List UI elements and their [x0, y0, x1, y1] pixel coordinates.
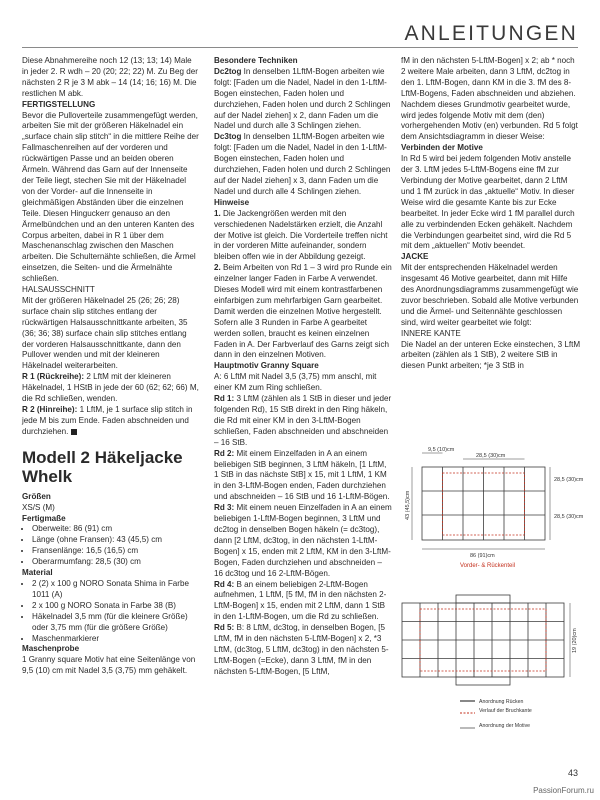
schematic-diagram — [400, 445, 584, 745]
verbinden-text: In Rd 5 wird bei jedem folgenden Motiv anstelle der 3. LftM jedes 5-LftM-Bogens eine fM zur Verbindung der Motive gearbeitet, dann 2 LftM und 1 fM zurück in das „aktuelle“ Motiv. In dieser Weise wird die gesamte Kante bis zur Ecke bearbeitet. In jeder Ecke wird 1 fM parallel durch alle zu verbindenden Ecken gehäkelt. Nachdem die Verbindungen gearbeitet sind, wird die Rd 5 mit dem „aktuellen“ Motiv beendet. — [401, 154, 575, 251]
hinweis-2 — [214, 263, 392, 361]
legend-label-1: Anordnung Rücken — [479, 699, 524, 705]
hinweis-2-text: Beim Arbeiten von Rd 1 – 3 wird pro Runde ein einzelner langer Faden in Farbe A verwendet. Dieses Modell wird mit einem kontrastfarbenen einfarbigen zum mehrfarbigen Garn gearbeitet. Damit werden die einzelnen Motive hergestellt. Sofern alle 3 Runden in Farbe A gearbeitet werden sollen, braucht es keinen einzelnen Faden in A. Der Farbverlauf des Garns zeigt sich dann in den einzelnen Motiven. — [214, 263, 392, 360]
r1-paragraph — [22, 372, 199, 405]
section-title: ANLEITUNGEN — [404, 22, 578, 45]
hinweis-1-text: Die Jackengrößen werden mit den verschiedenen Nadelstärken erzielt, die Anzahl der Motive ist gleich. Die Vorderteile treffen nicht in der vorderen Mitte aufeinander, sondern bleiben offen wie in der Abbildung gezeigt. — [214, 208, 388, 262]
hinweis-1 — [214, 209, 392, 264]
dc2tog-paragraph — [214, 67, 392, 132]
hinweis-1-num: 1. — [214, 208, 221, 218]
rd2-text: Mit einem Einzelfaden in A an einem beliebigen StB beginnen, 3 LftM häkeln, [1 LftM, 1 StB in das nächste StB] x 15, mit 1 LftM, 1 KM in den 3-LftM-Bogen enden, Faden durchziehen und abschneiden – 16 StB und 16 1-LftM-Bögen. — [214, 448, 390, 502]
dc3tog-text: In denselben 1LftM-Bogen arbeiten wie folgt: [Faden um die Nadel, Nadel in den 1-LftM-Bogen einstechen, Faden holen und durchziehen, Faden holen und durch 2 Schlingen auf der Nadel ziehen] x 3, dann Faden um die Nadel und durch alle 4 Schlingen ziehen. — [214, 132, 391, 196]
rd5-label: Rd 5: — [214, 623, 235, 633]
list-item: • Maschenmarkierer — [32, 634, 199, 645]
halsausschnitt-text: Mit der größeren Häkelnadel 25 (26; 26; 28) surface chain slip stitches entlang der rückwärtigen Halsausschnittkante arbeiten, 35 (36; 36; 38) surface chain slip stitches entlang der vorderen Halsausschnittkante, dann den Pullover wenden und mit der kleineren Häkelnadel weiterarbeiten. — [22, 295, 188, 371]
column-1 — [22, 56, 199, 677]
r2-paragraph — [22, 405, 199, 438]
list-item: • 2 x 100 g NORO Sonata in Farbe 38 (B) — [32, 601, 199, 612]
r2-label: R 2 (Hinreihe): — [22, 405, 78, 414]
rd5-paragraph — [214, 623, 392, 678]
maschenprobe-text: 1 Granny square Motiv hat eine Seitenlänge von 9,5 (10) cm mit Nadel 3,5 (3,75) mm gehäkelt. — [22, 655, 196, 676]
top-extension — [456, 595, 510, 603]
dim-label-86: 86 (91)cm — [470, 553, 495, 559]
header-rule — [22, 47, 578, 48]
list-item: • 2 (2) x 100 g NORO Sonata Shima in Farbe 1011 (A) — [32, 579, 199, 601]
list-item: • Fransenlänge: 16,5 (16,5) cm — [32, 546, 199, 557]
page-number: 43 — [567, 768, 578, 778]
rd3-text: Mit einem neuen Einzelfaden in A an einem beliebigen 1-LftM-Bogen beginnen, 3 LftM und dc2tog in denselben Bogen häkeln (= dc3tog), dann [2 LftM, dc3tog, in den nächsten 1-LftM-Bogen] x 15, enden mit 2 LftM, KM in den 3-LftM-Bogen, Faden durchziehen und abschneiden – 16 dc3tog und 16 2-LftM-Bögen. — [214, 503, 392, 578]
hinweis-2-num: 2. — [214, 263, 221, 273]
rd2-paragraph — [214, 449, 392, 504]
fertigstellung-heading: FERTIGSTELLUNG — [22, 99, 96, 109]
list-item: • Länge (ohne Fransen): 43 (45,5) cm — [32, 535, 199, 546]
column-2 — [214, 56, 392, 678]
column-3 — [401, 56, 581, 372]
front-back-label: Vorder- & Rückenteil — [460, 563, 516, 569]
hinweise-heading: Hinweise — [214, 197, 250, 207]
end-mark-icon — [71, 429, 77, 435]
rd2-label: Rd 2: — [214, 448, 235, 458]
dim-label-9-5: 9,5 (10)cm — [428, 447, 455, 453]
fertigmasse-heading: Fertigmaße — [22, 513, 66, 523]
dc2tog-text: In denselben 1LftM-Bogen arbeiten wie folgt: [Faden um die Nadel, Nadel in den 1-LftM-Bogen einstechen, Faden holen und durchziehen, Faden holen und durch 2 Schlingen auf der Nadel ziehen] x 2, dann Faden um die Nadel und durch alle 3 Schlingen ziehen. — [214, 66, 391, 131]
fertigmasse-list — [22, 524, 199, 568]
dim-label-28-5-right-2: 28,5 (30)cm — [554, 514, 584, 520]
front-back-schematic — [422, 467, 545, 540]
list-item: • Oberarmumfang: 28,5 (30) cm — [32, 557, 199, 568]
innere-kante-heading: INNERE KANTE — [401, 328, 461, 338]
jacke-text: Mit der entsprechenden Häkelnadel werden insgesamt 46 Motive gearbeitet, dann mit Hilfe des Anordnungsdiagramms zusammengefügt wie zuvor beschrieben. Sobald alle Motive verbunden und die Ärmel- und Seitennähte geschlossen sind, wird weiter gearbeitet wie folgt: — [401, 263, 579, 327]
bottom-extension — [456, 677, 510, 685]
rd4-text: B an einem beliebigen 2-LftM-Bogen aufnehmen, 1 LftM, [5 fM, fM in den nächsten 2-LftM-Bogen] x 15, enden mit 2 LftM, dann 1 StB in den 1-LftM-Bogen, um die Rd zu schließen. — [214, 579, 387, 622]
r1-text: 2 LftM mit der kleineren Häkelnadel, 1 HStB in jede der 60 (62; 62; 66) M, die Rd schließen, wenden. — [22, 372, 199, 404]
r1-label: R 1 (Rückreihe): — [22, 372, 85, 382]
rd4-paragraph — [214, 580, 392, 624]
dim-label-28-5-right-1: 28,5 (30)cm — [554, 477, 584, 483]
intro-text: Diese Abnahmereihe noch 12 (13; 13; 14) Male in jeder 2. R wdh – 20 (20; 22; 22) M. Zu Beg der nächsten 2 R je 3 M abk – 14 (14; 16; 16) M. Die restlichen M abk. — [22, 56, 198, 98]
jacke-heading: JACKE — [401, 252, 429, 262]
rd1-label: Rd 1: — [214, 394, 235, 404]
rd3-label: Rd 3: — [214, 503, 235, 513]
dc2tog-label: Dc2tog — [214, 66, 242, 76]
dim-label-19: 19 (20)cm — [572, 628, 578, 653]
dim-label-28-5-top: 28,5 (30)cm — [476, 453, 506, 459]
hauptmotiv-heading: Hauptmotiv Granny Square — [214, 361, 319, 371]
rd5-text: B: 8 LftM, dc3tog, in denselben Bogen, [5 LftM, fM in den nächsten 5-LftM-Bogen] x 2, *3 LftM, (dc3tog, 5 LftM, dc3tog) in den nächsten 5-LftM-Bogen (=Ecke), dann 3 LftM, fM in den nächsten 5-LftM-Bogen, [5 LftM, — [214, 623, 389, 676]
fertigstellung-text: Bevor die Pulloverteile zusammengefügt werden, arbeiten Sie mit der größeren Häkelnadel ein „surface chain slip stitch“ in die mittlere Reihe der Fallmaschenreihen auf der vorderen und rückwärtigen Passe und an beiden oberen Ärmeln. Während das Garn auf der Innenseite der Teile liegt, stechen Sie mit der Häkelnadel von der Vorder- auf die Innenseite in gleichmäßigen Abständen über die einzelnen Teile. Diesen Hinguckerr genauso an den Ärmelbündchen und an den unteren Kanten des Corpus arbeiten, dabei in R 1 über dem Maschenanschlag zwischen den Maschen arbeiten. Die Schulternähte schließen, die Ärmel einsetzen, die Seiten- und die Ärmelnähte schließen. — [22, 110, 199, 284]
dc3tog-label: Dc3tog — [214, 132, 242, 142]
techniken-heading: Besondere Techniken — [214, 56, 298, 65]
rd4-label: Rd 4: — [214, 579, 235, 589]
dim-label-43: 43 (45,5)cm — [405, 490, 411, 520]
maschenprobe-heading: Maschenprobe — [22, 644, 80, 654]
legend-label-2: Verlauf der Bruchkante — [479, 708, 532, 714]
hauptmotiv-text: A: 6 LftM mit Nadel 3,5 (3,75) mm anschl, mit einer KM zum Ring schließen. — [214, 372, 377, 393]
verbinden-heading: Verbinden der Motive — [401, 143, 483, 153]
rd1-text: 3 LftM (zählen als 1 StB in dieser und jeder folgenden Rd), 15 StB direkt in den Ring häkeln, die Rd mit einer KM in den 3-LftM-Bogen schließen, Faden abschneiden und abschneiden – 16 StB. — [214, 394, 392, 447]
list-item: • Oberweite: 86 (91) cm — [32, 524, 199, 535]
r2-text: 1 LftM, je 1 surface slip stitch in jede M bis zum Ende. Faden abschneiden und durchziehen. — [22, 405, 193, 436]
watermark-site: PassionForum.ru — [533, 786, 594, 795]
layout-schematic — [402, 595, 564, 685]
model-title: Modell 2 Häkeljacke Whelk — [22, 447, 183, 486]
rd3-paragraph — [214, 503, 392, 579]
halsausschnitt-heading: HALSAUSSCHNITT — [22, 285, 95, 295]
groessen-heading: Größen — [22, 491, 51, 501]
continued-text: fM in den nächsten 5-LftM-Bogen] x 2; ab * noch 2 weitere Male arbeiten, dann 3 LftM, dc2tog in den 1. LftM-Bogen, dann KM in die 3. fM des 8-LftM-Bogens, Faden abschneiden und abziehen. Nachdem dieses Grundmotiv gearbeitet wurde, wird jedes folgende Motiv mit dem (den) vorhergehenden Motiv (en) verbunden. Rd 5 folgt dem Ansichtsdiagramm in dieser Weise: — [401, 56, 578, 142]
material-list — [22, 579, 199, 644]
legend-label-3: Anordnung der Motive — [479, 723, 531, 729]
dc3tog-paragraph — [214, 132, 392, 197]
groessen-text: XS/S (M) — [22, 502, 55, 512]
rd1-paragraph — [214, 394, 392, 449]
list-item: • Häkelnadel 3,5 mm (für die kleinere Größe) oder 3,75 mm (für die größere Größe) — [32, 612, 199, 634]
material-heading: Material — [22, 568, 53, 578]
innere-kante-text: Die Nadel an der unteren Ecke einstechen, 3 LftM arbeiten (zählen als 1 StB), 2 weitere StB in diesen Punkt arbeiten; *je 3 StB in — [401, 339, 581, 371]
